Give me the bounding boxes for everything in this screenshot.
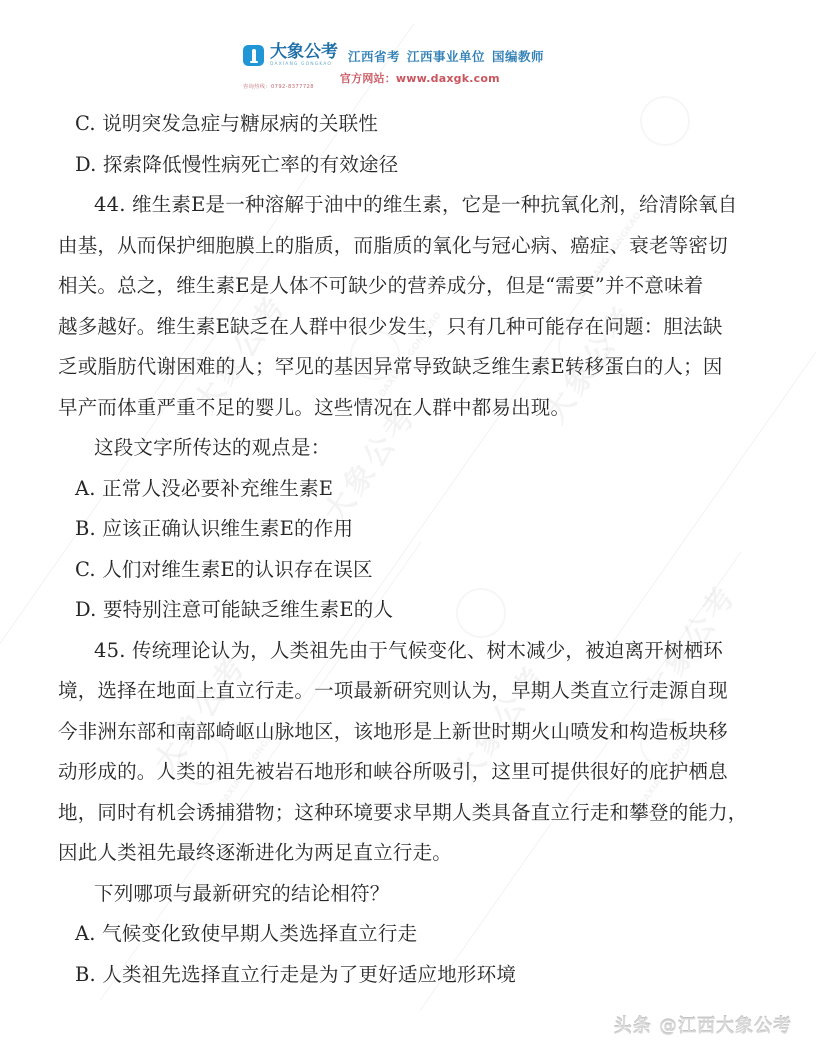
passage-line: 早产而体重严重不足的婴儿。这些情况在人群中都易出现。	[58, 395, 571, 419]
previous-option-c: C. 说明突发急症与糖尿病的关联性	[75, 112, 379, 135]
brand-pinyin: DAXIANG GONGKAO	[270, 62, 333, 67]
daxiang-gongkao-logo-icon	[243, 45, 264, 66]
passage-line: 由基，从而保护细胞膜上的脂质，而脂质的氧化与冠心病、癌症、衰老等密切	[58, 233, 728, 257]
brand-row-primary	[243, 44, 544, 68]
passage-line: 45. 传统理论认为，人类祖先由于气候变化、树木减少，被迫离开树栖环	[94, 638, 724, 662]
question-44-option-a: A. 正常人没必要补充维生素E	[75, 476, 334, 500]
previous-option-d: D. 探索降低慢性病死亡率的有效途径	[75, 152, 399, 176]
passage-line: 乏或脂肪代谢困难的人；罕见的基因异常导致缺乏维生素E转移蛋白的人；因	[58, 355, 723, 378]
brand-tag-jiangxi-shiye: 江西事业单位	[407, 48, 486, 64]
passage-line: 44. 维生素E是一种溶解于油中的维生素，它是一种抗氧化剂，给清除氧自	[94, 193, 738, 216]
question-44-option-d: D. 要特别注意可能缺乏维生素E的人	[75, 598, 394, 621]
question-44-option-b: B. 应该正确认识维生素E的作用	[75, 517, 354, 540]
brand-tag-guobian-jiaoshi: 国编教师	[492, 48, 545, 64]
brand-header	[0, 36, 816, 98]
brand-name: 大象公考	[270, 42, 338, 62]
brand-website: 官方网站：www.daxgk.com	[339, 72, 500, 85]
brand-tag-jiangxi-shengkao: 江西省考	[348, 48, 401, 64]
passage-line: 相关。总之，维生素E是人体不可缺少的营养成分，但是“需要”并不意味着	[58, 274, 704, 297]
question-44-stem: 这段文字所传达的观点是：	[94, 436, 331, 459]
question-44-option-c: C. 人们对维生素E的认识存在误区	[75, 557, 373, 581]
brand-hotline: 咨询热线：0792-8377728	[243, 84, 314, 90]
passage-line: 越多越好。维生素E缺乏在人群中很少发生，只有几种可能存在问题：胆法缺	[58, 314, 723, 338]
passage-line: 动形成的。人类的祖先被岩石地形和峡谷所吸引，这里可提供很好的庇护栖息	[58, 760, 728, 783]
brand-tag-list	[348, 47, 544, 65]
question-45-stem: 下列哪项与最新研究的结论相符？	[94, 881, 390, 905]
brand-name-block	[270, 44, 338, 68]
question-44-passage	[58, 185, 758, 428]
question-45-passage	[58, 631, 758, 874]
brand-row-secondary	[243, 70, 573, 90]
footer-source-watermark: 头条 @江西大象公考	[613, 1016, 792, 1037]
question-45-option-b: B. 人类祖先选择直立行走是为了更好适应地形环境	[75, 962, 517, 986]
passage-line: 地，同时有机会诱捕猎物；这种环境要求早期人类具备直立行走和攀登的能力，	[58, 800, 748, 824]
passage-line: 因此人类祖先最终逐渐进化为两足直立行走。	[58, 841, 453, 864]
passage-line: 境，选择在地面上直立行走。一项最新研究则认为，早期人类直立行走源自现	[58, 679, 728, 702]
passage-line: 今非洲东部和南部崎岖山脉地区，该地形是上新世时期火山喷发和构造板块移	[58, 719, 728, 743]
question-45-option-a: A. 气候变化致使早期人类选择直立行走	[75, 922, 418, 945]
